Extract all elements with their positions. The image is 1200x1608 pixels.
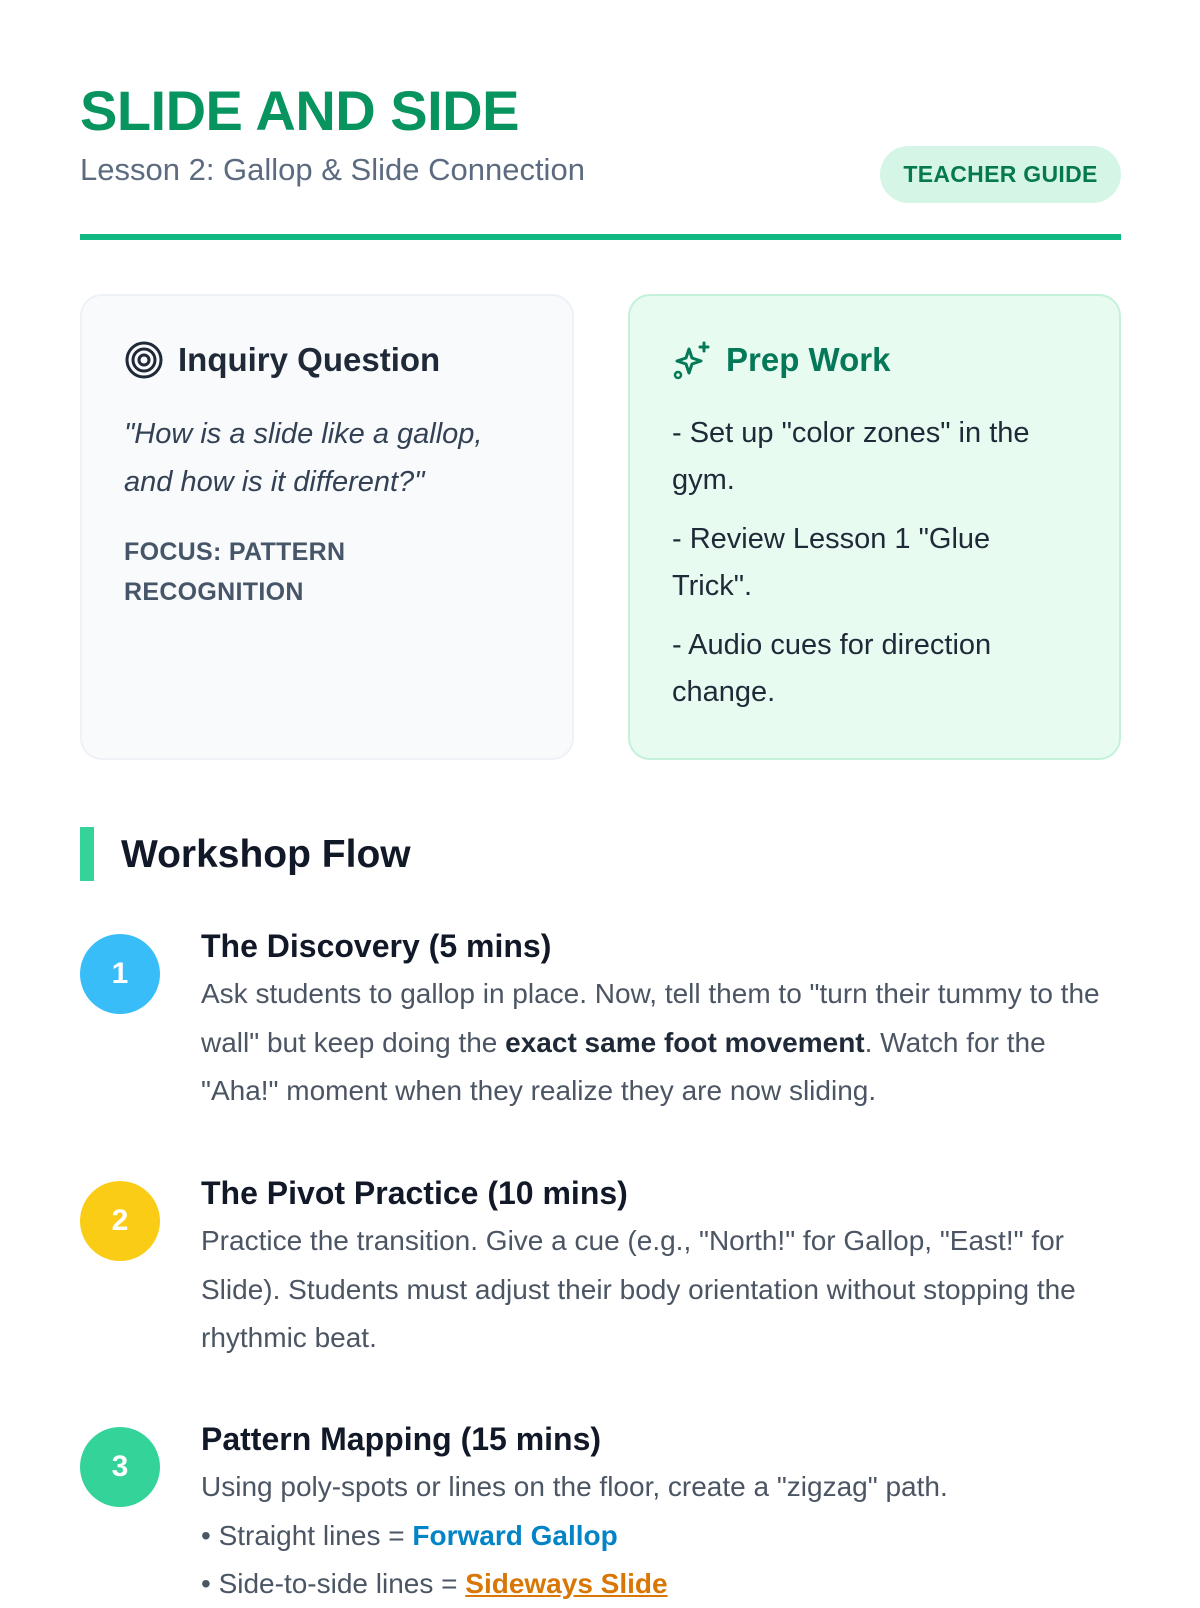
step-text: Ask students to gallop in place. Now, tell them to "turn their tummy to the wall" but keep doing the	[201, 978, 1100, 1058]
focus-label: FOCUS: PATTERN RECOGNITION	[124, 538, 346, 606]
bullet-text: • Side-to-side lines =	[201, 1567, 466, 1599]
prep-card-header	[672, 338, 1077, 382]
inquiry-quote: "How is a slide like a gallop, and how is it different?"	[124, 418, 483, 498]
prep-item: - Audio cues for direction change.	[672, 629, 992, 708]
sparkles-icon	[672, 340, 712, 380]
teacher-guide-badge: TEACHER GUIDE	[880, 146, 1121, 203]
section-accent-bar	[80, 827, 94, 881]
header-divider	[80, 234, 1121, 240]
prep-card-title: Prep Work	[726, 341, 891, 378]
step-title: The Pivot Practice (10 mins)	[201, 1175, 628, 1211]
inquiry-card-title: Inquiry Question	[178, 341, 441, 378]
pattern-bullet	[201, 1560, 1121, 1608]
step-description	[201, 970, 1121, 1116]
pattern-bullet	[201, 1512, 1121, 1560]
step-content	[201, 1171, 1121, 1363]
target-icon	[124, 340, 164, 380]
prep-item: - Review Lesson 1 "Glue Trick".	[672, 523, 991, 602]
sideways-slide-highlight: Sideways Slide	[465, 1567, 668, 1599]
step-number-badge: 1	[80, 934, 160, 1014]
step-number-badge: 3	[80, 1427, 160, 1507]
lesson-subtitle: Lesson 2: Gallop & Slide Connection	[80, 152, 585, 187]
prep-item: - Set up "color zones" in the gym.	[672, 417, 1030, 496]
step-emphasis: exact same foot movement	[505, 1026, 865, 1058]
inquiry-question-card	[80, 294, 574, 760]
step-text: . Watch for the "Aha!" moment when they realize they are now sliding.	[201, 1026, 1046, 1106]
bullet-text: • Straight lines =	[201, 1519, 413, 1551]
step-number-badge: 2	[80, 1181, 160, 1261]
step-description: Practice the transition. Give a cue (e.g., "North!" for Gallop, "East!" for Slide). Students must adjust their body orientation without stopping the rhythmic beat.	[201, 1225, 1076, 1353]
step-title: The Discovery (5 mins)	[201, 928, 552, 964]
inquiry-card-header	[124, 338, 530, 382]
step-title: Pattern Mapping (15 mins)	[201, 1421, 602, 1457]
page-title: SLIDE AND SIDE	[80, 79, 519, 142]
step-description: Using poly-spots or lines on the floor, create a "zigzag" path.	[201, 1471, 948, 1502]
step-content	[201, 924, 1121, 1116]
forward-gallop-highlight: Forward Gallop	[412, 1519, 618, 1551]
workshop-flow-heading: Workshop Flow	[121, 833, 411, 876]
prep-work-card	[628, 294, 1121, 760]
step-content	[201, 1417, 1121, 1608]
